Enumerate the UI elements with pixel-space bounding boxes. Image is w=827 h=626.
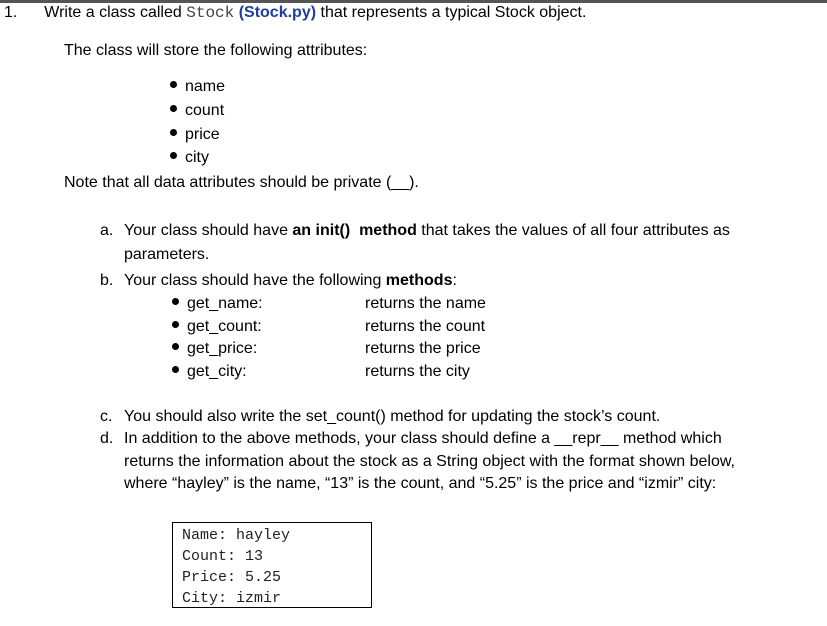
question-header: [4, 3, 586, 23]
method-name: get_price:: [172, 339, 257, 359]
item-d-line1: In addition to the above methods, your class should define a __repr__ method which: [124, 430, 722, 447]
item-a-marker: a.: [100, 222, 114, 239]
bullet-icon: [170, 105, 177, 112]
item-c-text: You should also write the set_count() method for updating the stock’s count.: [124, 408, 661, 425]
method-name: get_count:: [172, 317, 262, 337]
item-b-line: Your class should have the following methods:: [124, 272, 457, 289]
attribute-item: price: [170, 125, 220, 145]
file-name: (Stock.py): [238, 4, 317, 21]
sample-output-line: City: izmir: [182, 590, 282, 607]
sample-output-line: Name: hayley: [182, 527, 291, 544]
method-name: get_name:: [172, 294, 263, 314]
item-d-marker: d.: [100, 430, 114, 447]
bullet-icon: [172, 298, 179, 305]
item-c-marker: c.: [100, 408, 113, 425]
method-desc: returns the count: [365, 318, 486, 335]
sample-output-line: Price: 5.25: [182, 569, 282, 586]
method-desc: returns the city: [365, 363, 470, 380]
attribute-item: name: [170, 77, 225, 97]
item-a-line1: Your class should have an init() method that takes the values of all four attributes as: [124, 222, 730, 239]
attribute-item: count: [170, 101, 224, 121]
item-d-line2: returns the information about the stock as a String object with the format shown below,: [124, 453, 735, 470]
bullet-icon: [170, 152, 177, 159]
private-note: Note that all data attributes should be private (__).: [64, 174, 419, 191]
class-name-code: Stock: [186, 4, 235, 22]
sample-output-line: Count: 13: [182, 548, 264, 565]
item-d-line3: where “hayley” is the name, “13” is the count, and “5.25” is the price and “izmir” city:: [124, 475, 717, 492]
bullet-icon: [172, 343, 179, 350]
bullet-icon: [172, 321, 179, 328]
attribute-item: city: [170, 148, 209, 168]
method-desc: returns the name: [365, 295, 486, 312]
bullet-icon: [170, 81, 177, 88]
bullet-icon: [170, 129, 177, 136]
item-b-marker: b.: [100, 272, 114, 289]
item-a-line2: parameters.: [124, 246, 210, 263]
attributes-intro: The class will store the following attributes:: [64, 42, 368, 59]
method-desc: returns the price: [365, 340, 481, 357]
question-trail: that represents a typical Stock object.: [316, 4, 587, 21]
method-name: get_city:: [172, 362, 247, 382]
question-number: 1.: [4, 4, 18, 21]
question-lead: Write a class called: [44, 4, 187, 21]
sample-output-box: [172, 522, 372, 608]
bullet-icon: [172, 366, 179, 373]
